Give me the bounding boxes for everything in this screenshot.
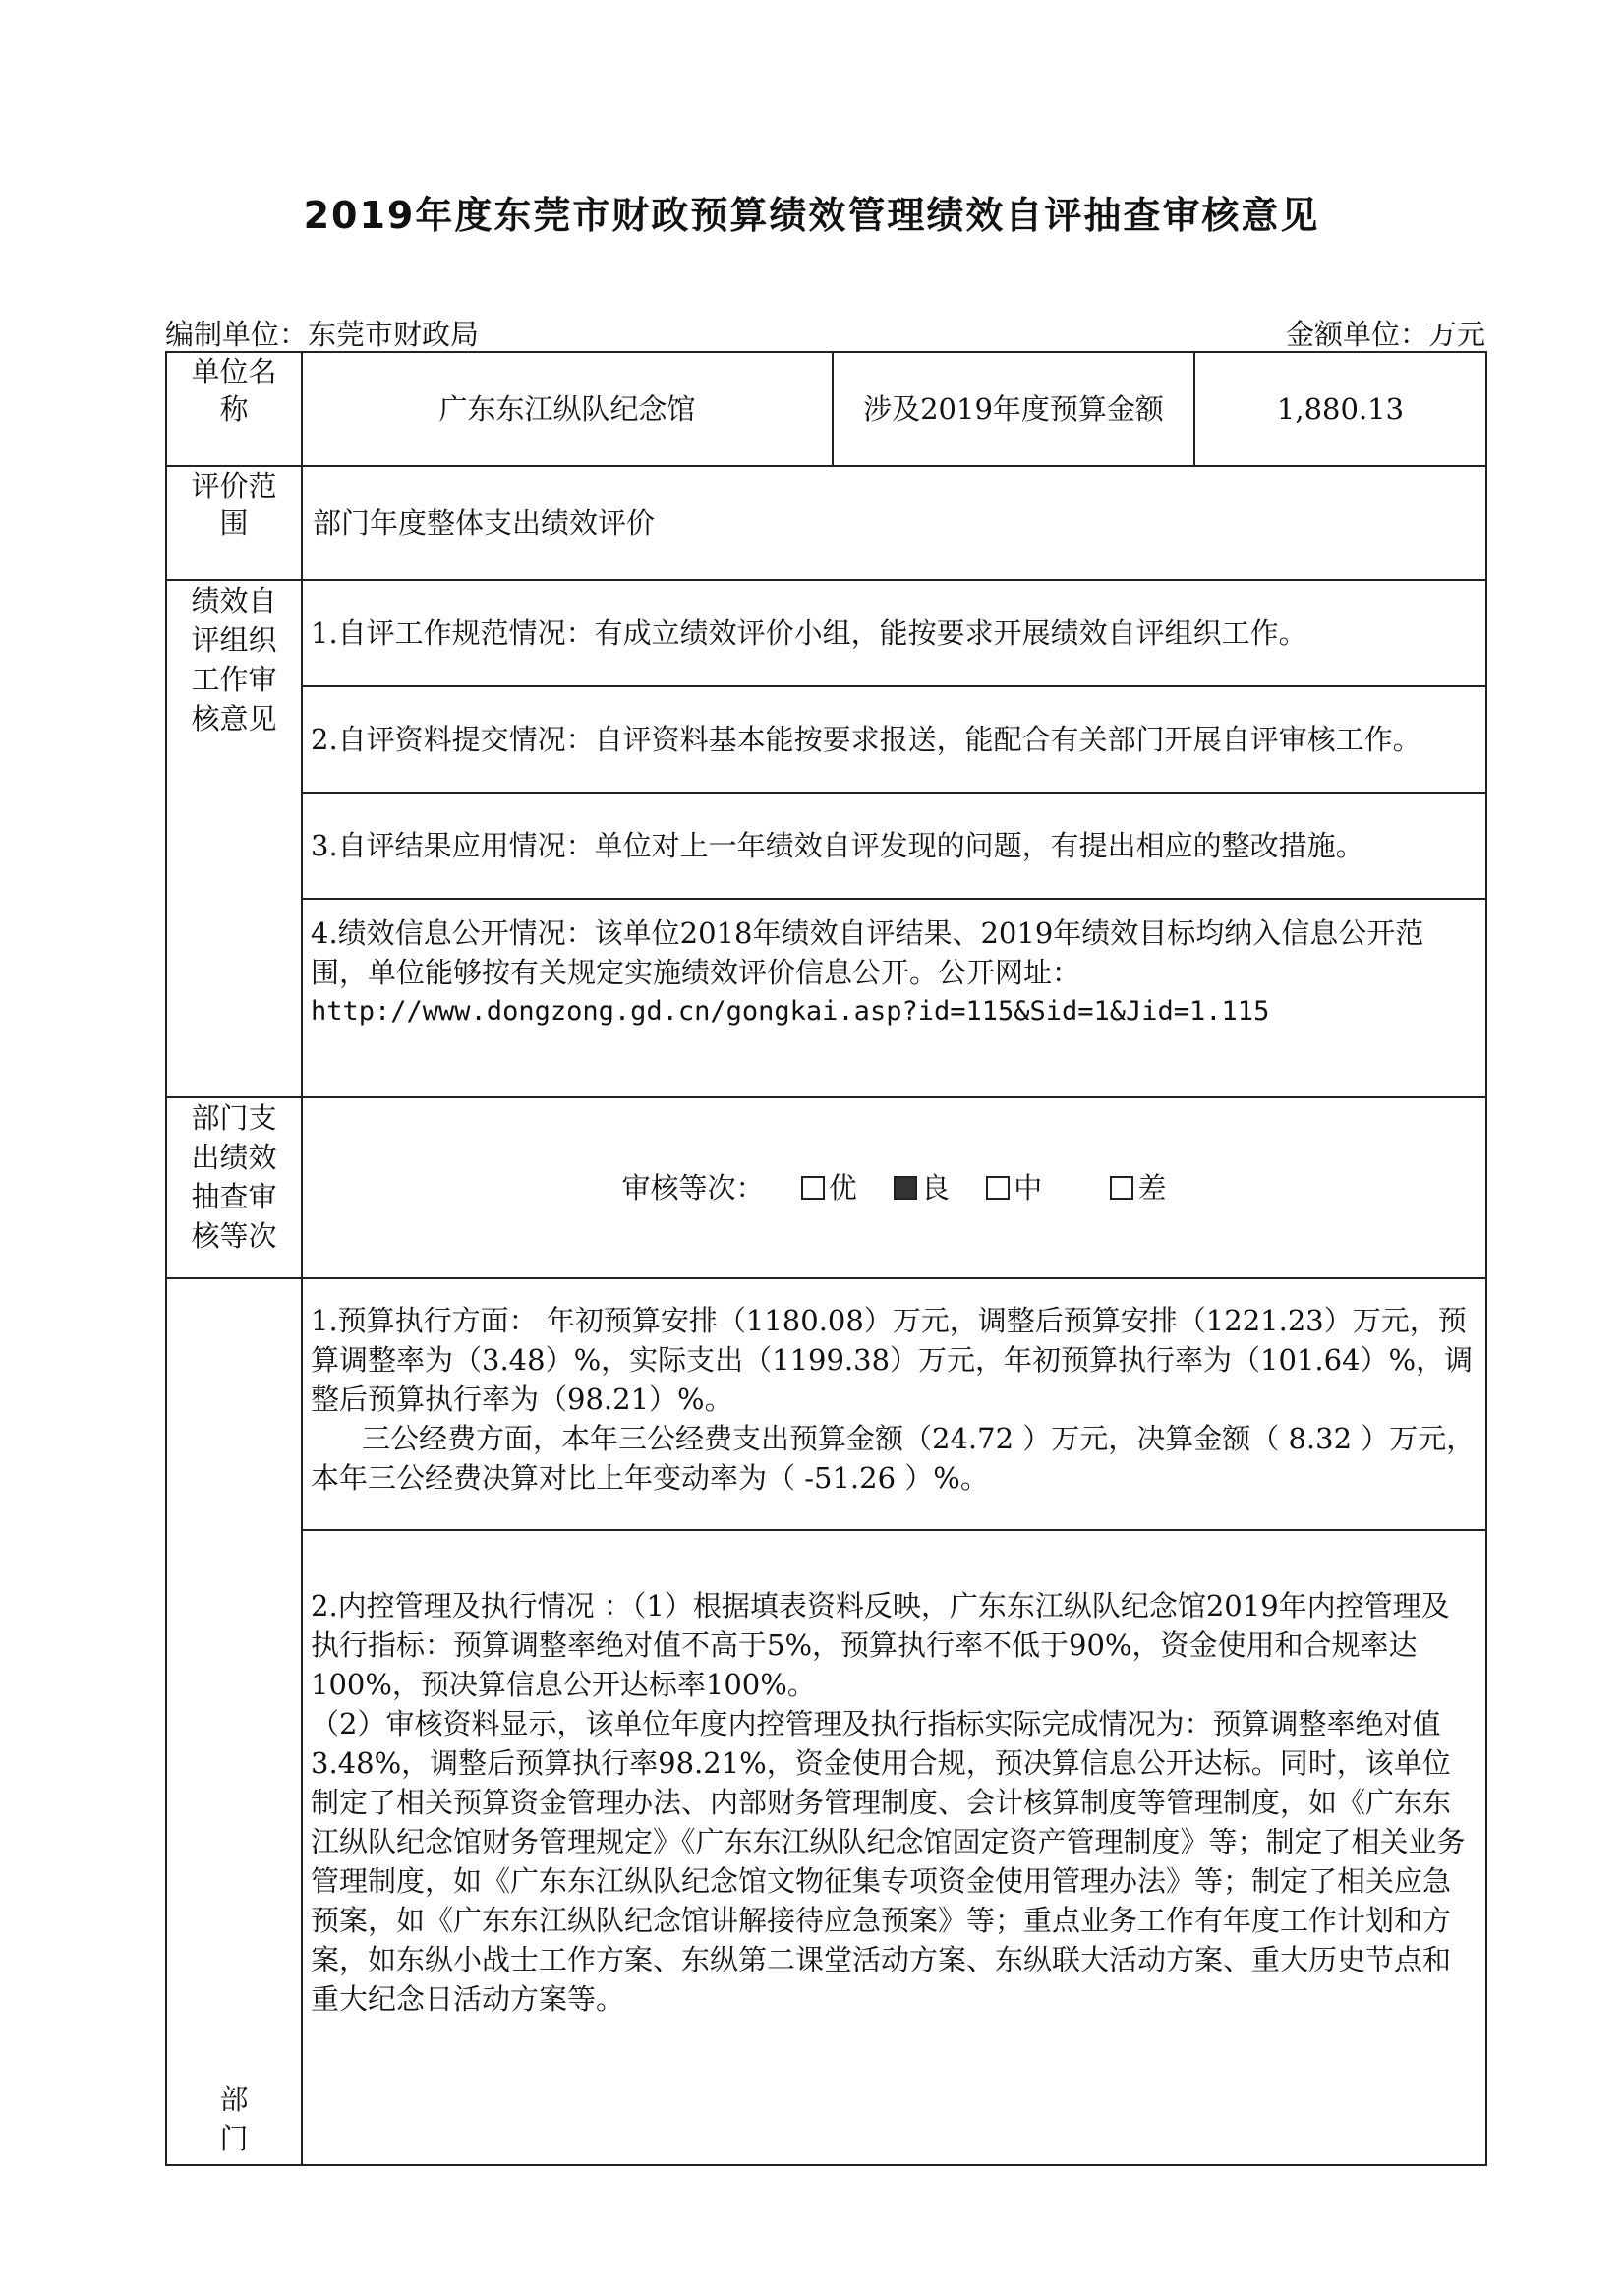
detail-label-char-1: 部 bbox=[219, 2083, 249, 2116]
scope-row bbox=[166, 466, 1486, 580]
grade-options bbox=[302, 1097, 1486, 1278]
org-review-content bbox=[302, 580, 1486, 1097]
grade-checkbox-excellent[interactable] bbox=[801, 1176, 825, 1200]
three-public-expense-text: 三公经费方面，本年三公经费支出预算金额（24.72 ）万元，决算金额（ 8.32 ）万元，本年三公经费决算对比上年变动率为（ -51.26 ）%。 bbox=[311, 1422, 1476, 1495]
budget-execution-text: 1.预算执行方面： 年初预算安排（1180.08）万元，调整后预算安排（1221.23）万元，预算调整率为（3.48）%，实际支出（1199.38）万元，年初预算执行率为（101.64）%，调整后预算执行率为（98.21）%。 bbox=[311, 1304, 1474, 1416]
review-form-table bbox=[165, 351, 1487, 2166]
grade-row bbox=[166, 1097, 1486, 1278]
internal-control-text-2: （2）审核资料显示，该单位年度内控管理及执行指标实际完成情况为：预算调整率绝对值3.48%，调整后预算执行率98.21%，资金使用合规，预决算信息公开达标。同时，该单位制定了相关预算资金管理办法、内部财务管理制度、会计核算制度等管理制度，如《广东东江纵队纪念馆财务管理规定》《广东东江纵队纪念馆固定资产管理制度》等；制定了相关业务管理制度，如《广东东江纵队纪念馆文物征集专项资金使用管理办法》等；制定了相关应急预案，如《广东东江纵队纪念馆讲解接待应急预案》等；重点业务工作有年度工作计划和方案，如东纵小战士工作方案、东纵第二课堂活动方案、东纵联大活动方案、重大历史节点和重大纪念日活动方案等。 bbox=[311, 1707, 1466, 2016]
scope-label: 评价范围 bbox=[166, 466, 302, 580]
org-review-row bbox=[166, 580, 1486, 1097]
org-item-3: 3.自评结果应用情况：单位对上一年绩效自评发现的问题，有提出相应的整改措施。 bbox=[303, 794, 1485, 900]
budget-execution-section bbox=[303, 1279, 1485, 1531]
disclosure-url: http://www.dongzong.gd.cn/gongkai.asp?id=115&Sid=1&Jid=1.115 bbox=[311, 996, 1270, 1027]
amount-unit: 金额单位：万元 bbox=[1285, 318, 1485, 351]
org-item-4 bbox=[303, 900, 1485, 1096]
budget-amount-value: 1,880.13 bbox=[1194, 352, 1486, 466]
detail-label-cell bbox=[166, 1278, 302, 2165]
grade-prefix: 审核等次： bbox=[621, 1171, 765, 1205]
grade-option-good: 良 bbox=[920, 1171, 950, 1205]
detail-row bbox=[166, 1278, 1486, 2165]
org-review-label: 绩效自评组织工作审核意见 bbox=[166, 580, 302, 1097]
org-item-1: 1.自评工作规范情况：有成立绩效评价小组，能按要求开展绩效自评组织工作。 bbox=[303, 581, 1485, 687]
detail-content bbox=[302, 1278, 1486, 2165]
internal-control-section bbox=[303, 1531, 1485, 2164]
grade-option-poor: 差 bbox=[1137, 1171, 1167, 1205]
detail-label-char-2: 门 bbox=[219, 2122, 249, 2155]
unit-row bbox=[166, 352, 1486, 466]
internal-control-text-1: 2.内控管理及执行情况 ：（1）根据填表资料反映，广东东江纵队纪念馆2019年内控管理及执行指标：预算调整率绝对值不高于5%，预算执行率不低于90%，资金使用和合规率达100%，预决算信息公开达标率100%。 bbox=[311, 1589, 1450, 1701]
scope-value: 部门年度整体支出绩效评价 bbox=[302, 466, 1486, 580]
grade-label: 部门支出绩效抽查审核等次 bbox=[166, 1097, 302, 1278]
grade-checkbox-poor[interactable] bbox=[1110, 1176, 1133, 1200]
unit-name-label: 单位名称 bbox=[166, 352, 302, 466]
unit-name-value: 广东东江纵队纪念馆 bbox=[302, 352, 833, 466]
budget-amount-label: 涉及2019年度预算金额 bbox=[833, 352, 1194, 466]
document-title: 2019年度东莞市财政预算绩效管理绩效自评抽查审核意见 bbox=[303, 194, 1320, 237]
grade-option-medium: 中 bbox=[1014, 1171, 1043, 1205]
grade-option-excellent: 优 bbox=[828, 1171, 857, 1205]
org-item-2: 2.自评资料提交情况：自评资料基本能按要求报送，能配合有关部门开展自评审核工作。 bbox=[303, 687, 1485, 794]
grade-checkbox-medium[interactable] bbox=[986, 1176, 1010, 1200]
grade-checkbox-good[interactable] bbox=[894, 1176, 917, 1200]
org-item-4-text: 4.绩效信息公开情况：该单位2018年绩效自评结果、2019年绩效目标均纳入信息公开范围，单位能够按有关规定实施绩效评价信息公开。公开网址： bbox=[311, 916, 1424, 989]
prepared-by: 编制单位：东莞市财政局 bbox=[165, 318, 480, 351]
